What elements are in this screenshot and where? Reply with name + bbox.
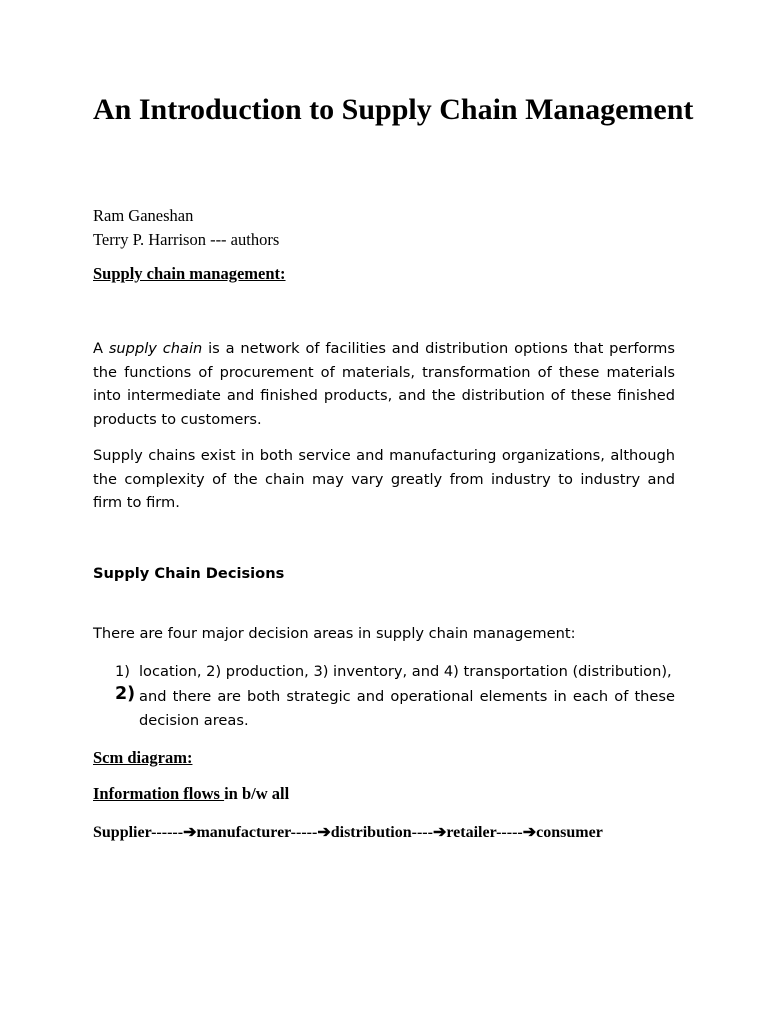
authors-block	[93, 204, 279, 252]
list-number: 2)	[115, 684, 136, 704]
information-flows-rest: in b/w all	[224, 784, 290, 803]
author-line-1: Ram Ganeshan	[93, 206, 194, 225]
para1-term: supply chain	[108, 340, 203, 357]
paragraph-scope: Supply chains exist in both service and manufacturing organizations, although the complexity of the chain may vary greatly from industry to industry and firm to firm.	[93, 447, 675, 511]
supply-chain-flow: Supplier------➔manufacturer-----➔distribution----➔retailer-----➔consumer	[93, 824, 603, 841]
information-flows-line	[93, 784, 289, 804]
author-line-2: Terry P. Harrison --- authors	[93, 230, 280, 249]
information-flows-label: Information flows	[93, 784, 225, 803]
list-text: location, 2) production, 3) inventory, and 4) transportation (distribution),	[139, 663, 672, 680]
decisions-heading: Supply Chain Decisions	[93, 565, 285, 582]
section-heading-scm: Supply chain management:	[93, 264, 286, 283]
list-item	[115, 685, 675, 732]
diagram-heading: Scm diagram:	[93, 748, 193, 767]
list-item	[115, 660, 675, 684]
decisions-intro: There are four major decision areas in supply chain management:	[93, 625, 576, 642]
list-text: and there are both strategic and operational elements in each of these decision areas.	[139, 688, 675, 729]
paragraph-definition	[93, 337, 675, 431]
para1-rest: is a network of facilities and distribution options that performs the functions of procurement of materials, transformation of these materials into intermediate and finished products, and the distribution of these finished products to customers.	[93, 340, 675, 428]
document-title: An Introduction to Supply Chain Management	[93, 93, 694, 126]
para1-prefix: A	[93, 340, 109, 357]
list-number: 1)	[115, 663, 130, 680]
